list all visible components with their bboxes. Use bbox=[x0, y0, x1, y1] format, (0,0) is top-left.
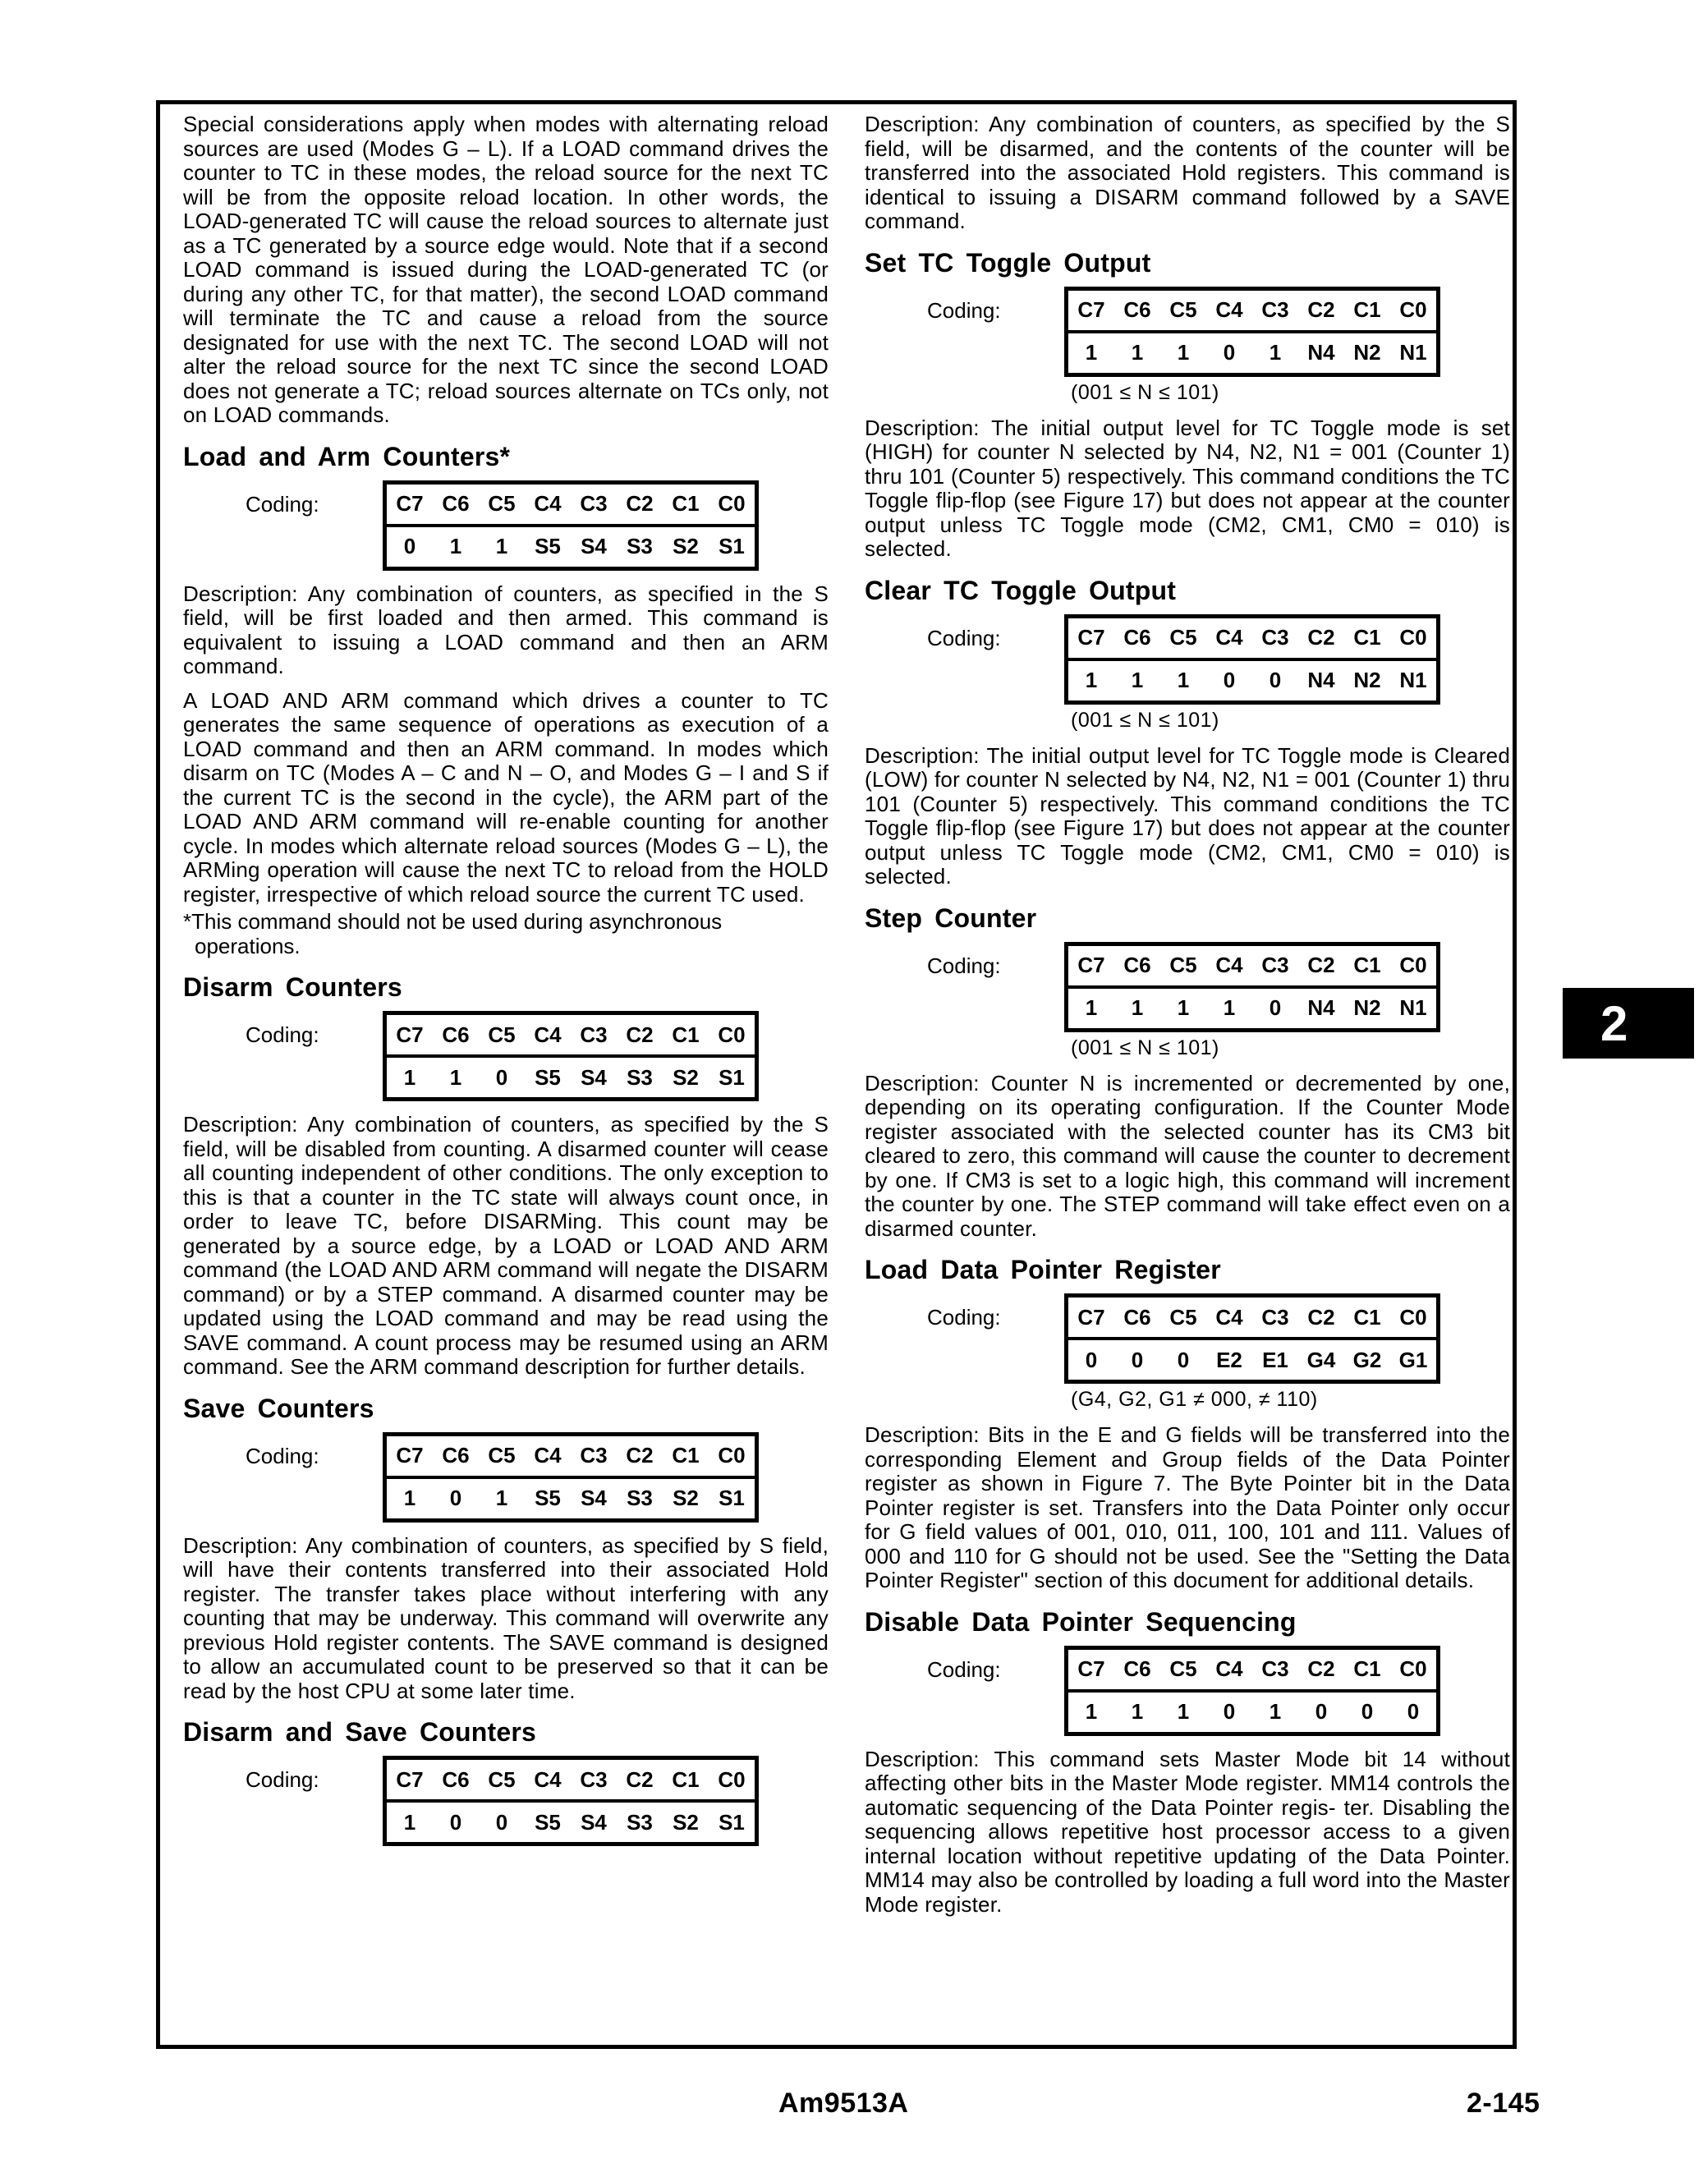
body-paragraph: Description: Any combination of counters, as specified by the S field, will be disabled from counting. A disarmed counter will cease all counting independent of other conditions. The only exception to this is that a counter in the TC state will always count once, in order to leave TC, before DISARMing. This count may be generated by a source edge, by a LOAD or LOAD AND ARM command (the LOAD AND ARM command will negate the DISARM command) or by a STEP command. A disarmed counter may be updated using the LOAD command and may be read using the SAVE command. A count process may be resumed using an ARM command. See the ARM command description for further details. bbox=[183, 1112, 829, 1379]
bit-value-cell: 0 bbox=[1223, 668, 1236, 692]
coding-block bbox=[183, 1756, 829, 1846]
bit-value-row bbox=[387, 1476, 755, 1518]
bit-value-cell: 0 bbox=[1269, 995, 1282, 1020]
coding-block bbox=[865, 287, 1510, 405]
section-heading: Disarm Counters bbox=[183, 972, 402, 1002]
bit-header-cell: C3 bbox=[1261, 1304, 1289, 1330]
bit-header-cell: C6 bbox=[1123, 297, 1151, 322]
coding-table bbox=[1064, 287, 1440, 377]
coding-table-wrap bbox=[1064, 1293, 1440, 1412]
bit-header-cell: C7 bbox=[1077, 297, 1105, 322]
bit-header-cell: C1 bbox=[672, 1766, 700, 1792]
bit-value-cell: S3 bbox=[627, 534, 653, 558]
bit-header-cell: C4 bbox=[1215, 625, 1243, 650]
coding-constraint: (001 ≤ N ≤ 101) bbox=[1071, 708, 1219, 732]
bit-header-cell: C4 bbox=[534, 1022, 562, 1047]
bit-value-cell: 1 bbox=[1269, 340, 1282, 365]
bit-header-cell: C6 bbox=[1123, 1304, 1151, 1330]
footnote: *This command should not be used during asynchronous operations. bbox=[183, 909, 723, 958]
bit-value-row bbox=[387, 1799, 755, 1842]
body-paragraph: Description: This command sets Master Mode bit 14 without affecting other bits in the Master Mode register. MM14 controls the automatic sequencing of the Data Pointer regis- ter. Disabling the sequencing allows repetitive host processor access to a given internal location without repetitive updating of the Data Pointer. MM14 may also be controlled by loading a full word into the Master Mode register. bbox=[865, 1746, 1510, 1917]
coding-table-wrap bbox=[383, 1756, 759, 1846]
bit-value-row bbox=[1068, 658, 1436, 700]
bit-value-cell: S4 bbox=[581, 1486, 607, 1510]
bit-value-cell: 1 bbox=[1085, 340, 1098, 365]
bit-value-cell: S3 bbox=[627, 1809, 653, 1835]
coding-table bbox=[1064, 1646, 1440, 1736]
bit-header-cell: C7 bbox=[1077, 1656, 1105, 1681]
bit-header-cell: C3 bbox=[1261, 297, 1289, 322]
bit-header-row bbox=[1068, 291, 1436, 330]
coding-label: Coding: bbox=[927, 1656, 1001, 1682]
left-column bbox=[183, 113, 829, 2045]
bit-header-cell: C4 bbox=[1215, 953, 1243, 977]
bit-value-cell: 1 bbox=[1177, 1699, 1190, 1724]
bit-value-cell: S5 bbox=[535, 1486, 561, 1510]
bit-header-cell: C7 bbox=[396, 1766, 424, 1792]
bit-value-cell: 0 bbox=[495, 1064, 508, 1090]
bit-value-cell: 1 bbox=[403, 1064, 416, 1090]
section-heading: Disarm and Save Counters bbox=[183, 1717, 537, 1747]
coding-table bbox=[1064, 942, 1440, 1032]
bit-value-row bbox=[1068, 1337, 1436, 1380]
bit-header-cell: C5 bbox=[488, 491, 516, 516]
bit-header-row bbox=[1068, 1650, 1436, 1689]
chapter-tab bbox=[1563, 988, 1694, 1059]
page-border-box bbox=[156, 100, 1517, 2049]
body-paragraph: Special considerations apply when modes with alternating reload sources are used (Modes G – L). If a LOAD command drives the counter to TC in these modes, the reload source for the next TC will be from the opposite reload location. In other words, the LOAD-generated TC will cause the reload sources to alternate just as a TC generated by a source edge would. Note that if a second LOAD command is issued during the LOAD-generated TC (or during any other TC, for that matter), the second LOAD command will terminate the TC and cause a reload from the source designated for use with the next TC. The second LOAD will not alter the reload source for the next TC since the second LOAD does not generate a TC; reload sources alternate on TCs only, not on LOAD commands. bbox=[183, 112, 829, 427]
bit-header-cell: C7 bbox=[396, 491, 424, 516]
coding-table bbox=[1064, 1293, 1440, 1384]
body-paragraph: Description: Any combination of counters, as specified by S field, will have their contents transferred into their associated Hold register. The transfer takes place without interfering with any counting that may be underway. This command will overwrite any previous Hold register contents. The SAVE command is designed to allow an accumulated count to be preserved so that it can be read by the host CPU at some later time. bbox=[183, 1532, 829, 1703]
bit-header-cell: C4 bbox=[1215, 1304, 1243, 1330]
bit-value-cell: 1 bbox=[495, 1486, 508, 1510]
bit-header-cell: C1 bbox=[672, 491, 700, 516]
bit-header-row bbox=[387, 485, 755, 524]
bit-header-cell: C7 bbox=[1077, 1304, 1105, 1330]
coding-block bbox=[865, 942, 1510, 1060]
bit-value-cell: N2 bbox=[1353, 668, 1381, 692]
bit-value-cell: 1 bbox=[1223, 995, 1236, 1020]
bit-value-cell: S1 bbox=[719, 1809, 745, 1835]
bit-header-cell: C6 bbox=[1123, 953, 1151, 977]
bit-value-cell: 1 bbox=[1269, 1699, 1282, 1724]
bit-value-cell: S1 bbox=[719, 1486, 745, 1510]
bit-value-cell: N1 bbox=[1399, 340, 1427, 365]
bit-value-cell: 1 bbox=[1131, 995, 1144, 1020]
coding-label: Coding: bbox=[246, 1767, 319, 1792]
bit-value-cell: 1 bbox=[449, 1064, 462, 1090]
bit-header-cell: C0 bbox=[718, 1022, 746, 1047]
bit-header-cell: C0 bbox=[718, 1766, 746, 1792]
coding-table-wrap bbox=[383, 1432, 759, 1523]
bit-value-cell: 1 bbox=[1085, 1699, 1098, 1724]
bit-value-cell: 0 bbox=[1177, 1347, 1190, 1372]
bit-header-cell: C1 bbox=[672, 1443, 700, 1468]
bit-value-cell: G4 bbox=[1306, 1347, 1336, 1372]
coding-label: Coding: bbox=[927, 625, 1001, 650]
bit-value-cell: 1 bbox=[403, 1809, 416, 1835]
bit-header-cell: C5 bbox=[488, 1766, 516, 1792]
coding-constraint: (G4, G2, G1 ≠ 000, ≠ 110) bbox=[1071, 1388, 1318, 1411]
bit-value-cell: S1 bbox=[719, 1064, 745, 1090]
bit-header-cell: C3 bbox=[1261, 625, 1289, 650]
bit-value-cell: E1 bbox=[1262, 1347, 1288, 1372]
footer-doc-id: Am9513A bbox=[778, 2088, 909, 2119]
chapter-tab-number: 2 bbox=[1600, 995, 1628, 1051]
coding-label: Coding: bbox=[927, 953, 1001, 978]
bit-value-cell: 1 bbox=[1177, 340, 1190, 365]
footer-page-number: 2-145 bbox=[1467, 2088, 1540, 2119]
bit-header-cell: C3 bbox=[580, 1766, 608, 1792]
bit-value-cell: 1 bbox=[1085, 668, 1098, 692]
coding-constraint: (001 ≤ N ≤ 101) bbox=[1071, 1036, 1219, 1059]
bit-value-row bbox=[1068, 985, 1436, 1028]
bit-value-cell: E2 bbox=[1216, 1347, 1242, 1372]
bit-header-cell: C5 bbox=[1169, 1304, 1197, 1330]
bit-header-cell: C6 bbox=[442, 491, 470, 516]
bit-header-cell: C5 bbox=[1169, 1656, 1197, 1681]
coding-label: Coding: bbox=[246, 491, 319, 517]
bit-header-cell: C0 bbox=[1399, 1656, 1427, 1681]
coding-table-wrap bbox=[383, 1011, 759, 1101]
bit-value-cell: 0 bbox=[403, 534, 416, 558]
bit-value-cell: 0 bbox=[1131, 1347, 1144, 1372]
bit-header-cell: C5 bbox=[488, 1443, 516, 1468]
bit-header-cell: C1 bbox=[1353, 953, 1381, 977]
bit-header-cell: C2 bbox=[1307, 953, 1335, 977]
bit-value-cell: S5 bbox=[535, 1064, 561, 1090]
coding-table-wrap bbox=[1064, 942, 1440, 1060]
bit-value-row bbox=[1068, 1689, 1436, 1732]
coding-table-wrap bbox=[383, 480, 759, 571]
bit-header-cell: C1 bbox=[1353, 297, 1381, 322]
bit-header-cell: C7 bbox=[1077, 953, 1105, 977]
bit-header-cell: C1 bbox=[1353, 1656, 1381, 1681]
bit-header-cell: C6 bbox=[442, 1443, 470, 1468]
bit-value-cell: S4 bbox=[581, 1064, 607, 1090]
body-paragraph: Description: The initial output level for TC Toggle mode is set (HIGH) for counter N selected by N4, N2, N1 = 001 (Counter 1) thru 101 (Counter 5) respectively. This command conditions the TC Toggle flip-flop (see Figure 17) but does not appear at the counter output unless TC Toggle mode (CM2, CM1, CM0 = 010) is selected. bbox=[865, 415, 1510, 561]
bit-header-row bbox=[1068, 618, 1436, 658]
bit-header-cell: C6 bbox=[1123, 625, 1151, 650]
bit-header-cell: C2 bbox=[1307, 297, 1335, 322]
bit-value-cell: N1 bbox=[1399, 995, 1427, 1020]
bit-value-cell: N4 bbox=[1307, 340, 1335, 365]
bit-value-cell: 1 bbox=[1131, 340, 1144, 365]
right-column bbox=[865, 113, 1510, 2045]
bit-value-row bbox=[387, 524, 755, 567]
body-paragraph: Description: The initial output level for TC Toggle mode is Cleared (LOW) for counter N selected by N4, N2, N1 = 001 (Counter 1) thru 101 (Counter 5) respectively. This command conditions the TC Toggle flip-flop (see Figure 17) but does not appear at the counter output unless TC Toggle mode (CM2, CM1, CM0 = 010) is selected. bbox=[865, 742, 1510, 889]
bit-value-cell: S2 bbox=[673, 534, 699, 558]
bit-header-cell: C1 bbox=[1353, 625, 1381, 650]
bit-value-cell: 0 bbox=[1315, 1699, 1328, 1724]
coding-table-wrap bbox=[1064, 287, 1440, 405]
bit-header-cell: C3 bbox=[1261, 1656, 1289, 1681]
bit-header-row bbox=[1068, 1298, 1436, 1337]
bit-value-cell: 1 bbox=[403, 1486, 416, 1510]
coding-table bbox=[383, 1756, 759, 1846]
bit-header-cell: C0 bbox=[1399, 953, 1427, 977]
bit-value-cell: 0 bbox=[495, 1809, 508, 1835]
section-heading: Set TC Toggle Output bbox=[865, 247, 1151, 278]
bit-header-cell: C4 bbox=[1215, 297, 1243, 322]
bit-value-cell: S2 bbox=[673, 1809, 699, 1835]
bit-value-cell: G2 bbox=[1352, 1347, 1382, 1372]
bit-header-cell: C7 bbox=[1077, 625, 1105, 650]
bit-header-row bbox=[387, 1015, 755, 1054]
section-heading: Clear TC Toggle Output bbox=[865, 575, 1177, 605]
section-heading: Save Counters bbox=[183, 1393, 374, 1423]
body-paragraph: Description: Any combination of counters, as specified by the S field, will be disarmed, and the contents of the counter will be transferred into the associated Hold registers. This command is identical to issuing a DISARM command followed by a SAVE command. bbox=[865, 112, 1510, 233]
coding-table bbox=[1064, 614, 1440, 705]
bit-value-cell: 1 bbox=[1177, 995, 1190, 1020]
bit-value-cell: 0 bbox=[1085, 1347, 1098, 1372]
bit-header-cell: C5 bbox=[1169, 297, 1197, 322]
bit-value-cell: S5 bbox=[535, 534, 561, 558]
coding-block bbox=[865, 1646, 1510, 1736]
bit-header-cell: C0 bbox=[718, 1443, 746, 1468]
coding-label: Coding: bbox=[246, 1022, 319, 1047]
section-heading: Load Data Pointer Register bbox=[865, 1255, 1221, 1284]
coding-table bbox=[383, 480, 759, 571]
bit-value-cell: N2 bbox=[1353, 340, 1381, 365]
bit-header-cell: C1 bbox=[1353, 1304, 1381, 1330]
coding-table-wrap bbox=[1064, 614, 1440, 733]
coding-block bbox=[183, 1011, 829, 1101]
bit-header-cell: C0 bbox=[1399, 1304, 1427, 1330]
bit-header-cell: C4 bbox=[534, 1766, 562, 1792]
bit-value-cell: N4 bbox=[1307, 668, 1335, 692]
coding-constraint: (001 ≤ N ≤ 101) bbox=[1071, 380, 1219, 404]
bit-header-cell: C5 bbox=[488, 1022, 516, 1047]
bit-value-cell: S1 bbox=[719, 534, 745, 558]
bit-value-cell: N4 bbox=[1307, 995, 1335, 1020]
bit-value-cell: 1 bbox=[449, 534, 462, 558]
bit-header-cell: C3 bbox=[580, 1443, 608, 1468]
bit-value-cell: 1 bbox=[1177, 668, 1190, 692]
bit-header-cell: C7 bbox=[396, 1022, 424, 1047]
bit-header-cell: C5 bbox=[1169, 625, 1197, 650]
bit-value-cell: 0 bbox=[1269, 668, 1282, 692]
body-paragraph: Description: Any combination of counters, as specified in the S field, will be first loaded and then armed. This command is equivalent to issuing a LOAD command and then an ARM command. bbox=[183, 581, 829, 678]
bit-header-cell: C3 bbox=[1261, 953, 1289, 977]
bit-value-cell: 1 bbox=[1131, 668, 1144, 692]
bit-header-row bbox=[1068, 946, 1436, 985]
coding-label: Coding: bbox=[927, 1305, 1001, 1330]
bit-header-cell: C4 bbox=[534, 491, 562, 516]
body-paragraph: Description: Counter N is incremented or decremented by one, depending on its operating configuration. If the Counter Mode register associated with the selected counter has its CM3 bit cleared to zero, this command will cause the counter to decrement by one. If CM3 is set to a logic high, this command will increment the counter by one. The STEP command will take effect even on a disarmed counter. bbox=[865, 1070, 1510, 1241]
bit-header-cell: C6 bbox=[442, 1022, 470, 1047]
bit-value-row bbox=[387, 1054, 755, 1097]
bit-header-cell: C2 bbox=[1307, 625, 1335, 650]
bit-header-cell: C6 bbox=[442, 1766, 470, 1792]
coding-block bbox=[865, 1293, 1510, 1412]
bit-value-cell: G1 bbox=[1398, 1347, 1428, 1372]
bit-value-cell: 0 bbox=[1361, 1699, 1374, 1724]
bit-header-cell: C7 bbox=[396, 1443, 424, 1468]
bit-header-cell: C5 bbox=[1169, 953, 1197, 977]
bit-header-cell: C0 bbox=[1399, 297, 1427, 322]
bit-value-cell: 0 bbox=[449, 1809, 462, 1835]
coding-block bbox=[183, 480, 829, 571]
section-heading: Load and Arm Counters* bbox=[183, 441, 511, 471]
coding-block bbox=[865, 614, 1510, 733]
bit-header-row bbox=[387, 1760, 755, 1799]
bit-value-cell: S4 bbox=[581, 534, 607, 558]
body-paragraph: A LOAD AND ARM command which drives a counter to TC generates the same sequence of operations as execution of a LOAD command and then an ARM command. In modes which disarm on TC (Modes A – C and N – O, and Modes G – I and S if the current TC is the second in the cycle), the ARM part of the LOAD AND ARM command will re-enable counting for another cycle. In modes which alternate reload sources (Modes G – L), the ARMing operation will cause the next TC to reload from the HOLD register, irrespective of which reload source the current TC used. bbox=[183, 687, 829, 907]
bit-value-cell: 0 bbox=[1407, 1699, 1420, 1724]
bit-value-cell: N2 bbox=[1353, 995, 1381, 1020]
bit-value-cell: 1 bbox=[1131, 1699, 1144, 1724]
bit-value-cell: S5 bbox=[535, 1809, 561, 1835]
bit-value-cell: S2 bbox=[673, 1486, 699, 1510]
bit-value-cell: 0 bbox=[1223, 340, 1236, 365]
bit-header-cell: C4 bbox=[534, 1443, 562, 1468]
bit-header-cell: C0 bbox=[1399, 625, 1427, 650]
bit-value-row bbox=[1068, 330, 1436, 373]
bit-value-cell: S2 bbox=[673, 1064, 699, 1090]
bit-value-cell: 1 bbox=[1085, 995, 1098, 1020]
bit-header-cell: C4 bbox=[1215, 1656, 1243, 1681]
bit-header-cell: C2 bbox=[1307, 1304, 1335, 1330]
bit-header-cell: C2 bbox=[1307, 1656, 1335, 1681]
bit-header-cell: C2 bbox=[626, 491, 654, 516]
bit-value-cell: 0 bbox=[1223, 1699, 1236, 1724]
bit-header-cell: C0 bbox=[718, 491, 746, 516]
bit-value-cell: N1 bbox=[1399, 668, 1427, 692]
coding-table bbox=[383, 1432, 759, 1523]
coding-table-wrap bbox=[1064, 1646, 1440, 1736]
coding-label: Coding: bbox=[246, 1443, 319, 1468]
body-paragraph: Description: Bits in the E and G fields will be transferred into the corresponding Element and Group fields of the Data Pointer register as shown in Figure 7. The Byte Pointer bit in the Data Pointer register is set. Transfers into the Data Pointer only occur for G field values of 001, 010, 011, 100, 101 and 111. Values of 000 and 110 for G should not be used. See the "Setting the Data Pointer Register" section of this document for additional details. bbox=[865, 1422, 1510, 1592]
bit-header-cell: C3 bbox=[580, 491, 608, 516]
bit-header-row bbox=[387, 1436, 755, 1476]
bit-header-cell: C2 bbox=[626, 1022, 654, 1047]
coding-label: Coding: bbox=[927, 297, 1001, 323]
coding-block bbox=[183, 1432, 829, 1523]
bit-value-cell: S4 bbox=[581, 1809, 607, 1835]
coding-table bbox=[383, 1011, 759, 1101]
bit-header-cell: C2 bbox=[626, 1443, 654, 1468]
bit-header-cell: C6 bbox=[1123, 1656, 1151, 1681]
bit-header-cell: C3 bbox=[580, 1022, 608, 1047]
section-heading: Disable Data Pointer Sequencing bbox=[865, 1606, 1297, 1637]
bit-header-cell: C1 bbox=[672, 1022, 700, 1047]
bit-value-cell: 1 bbox=[495, 534, 508, 558]
bit-value-cell: S3 bbox=[627, 1064, 653, 1090]
bit-value-cell: 0 bbox=[449, 1486, 462, 1510]
bit-header-cell: C2 bbox=[626, 1766, 654, 1792]
bit-value-cell: S3 bbox=[627, 1486, 653, 1510]
section-heading: Step Counter bbox=[865, 903, 1037, 933]
